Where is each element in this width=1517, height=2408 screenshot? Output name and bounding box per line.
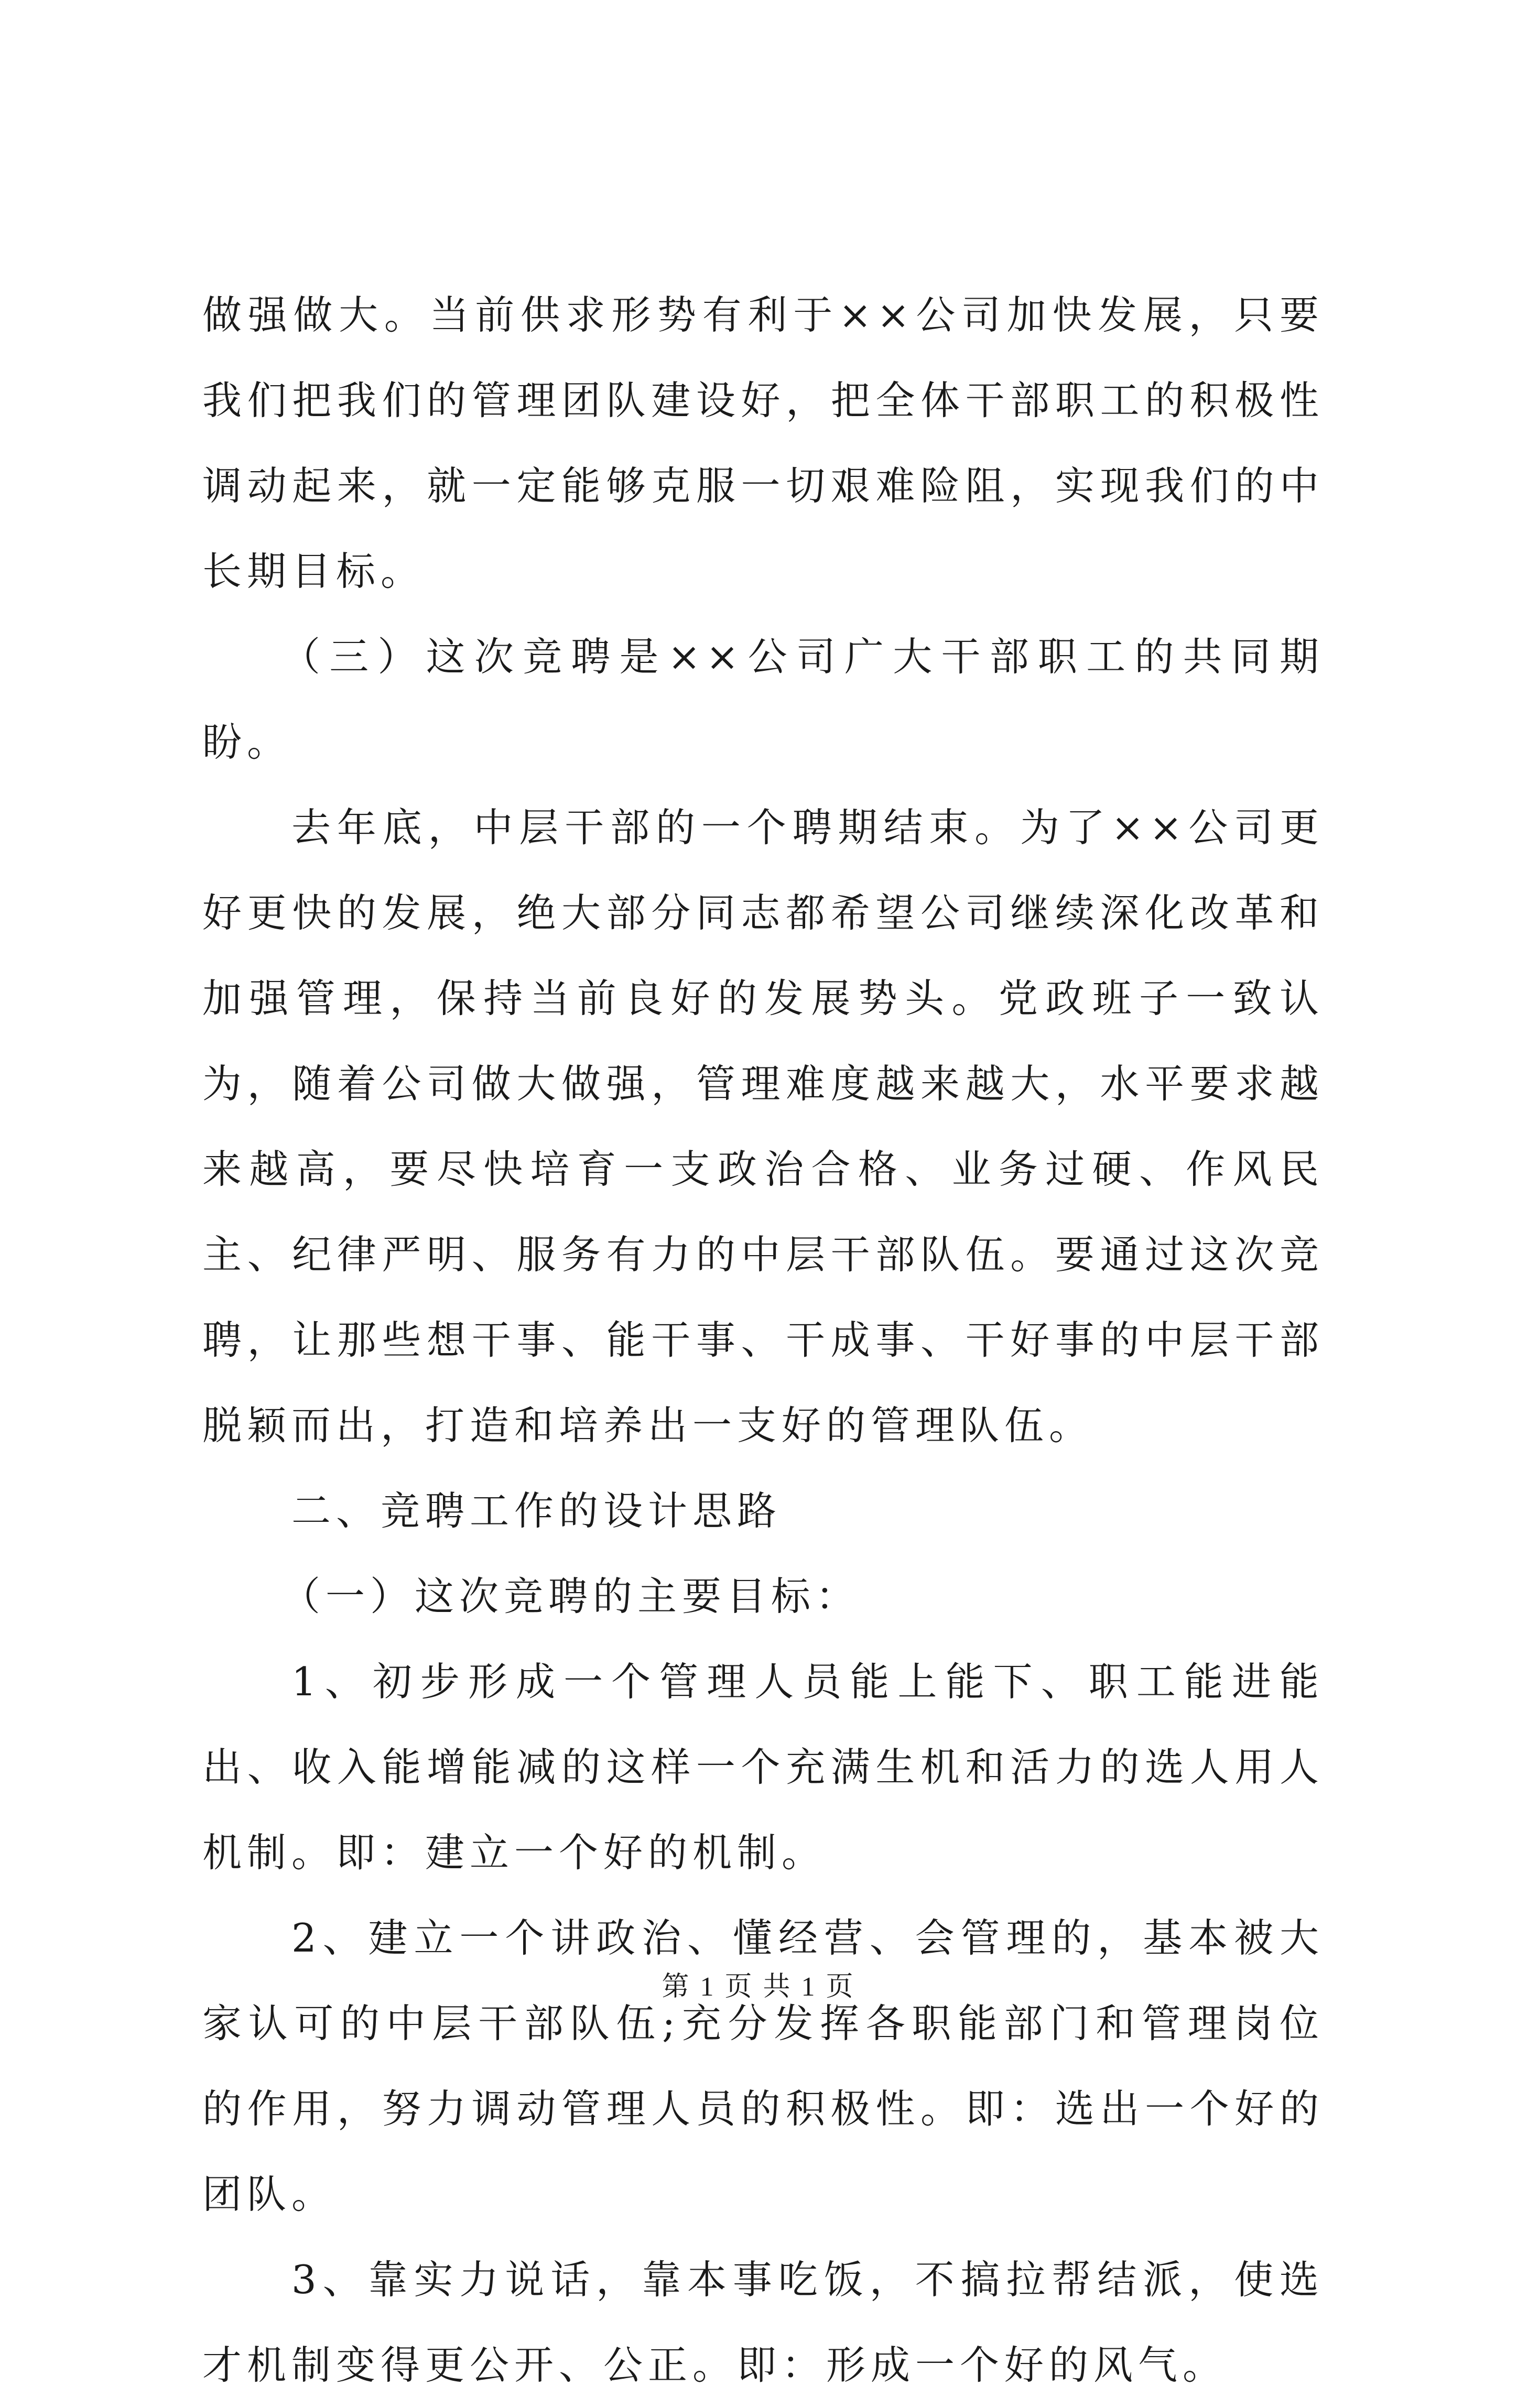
goal-item-1: 1、初步形成一个管理人员能上能下、职工能进能出、收入能增能减的这样一个充满生机和活力的选人用人机制。即：建立一个好的机制。: [202, 1659, 1324, 1876]
page-number-footer: 第 1 页 共 1 页: [662, 1972, 855, 2002]
document-body: [202, 273, 1324, 2408]
section-heading-three: （三）这次竞聘是××公司广大干部职工的共同期盼。: [202, 634, 1324, 765]
paragraph-continuation: 做强做大。当前供求形势有利于××公司加快发展，只要我们把我们的管理团队建设好，把全体干部职工的积极性调动起来，就一定能够克服一切艰难险阻，实现我们的中长期目标。: [202, 292, 1324, 594]
paragraph-background: 去年底，中层干部的一个聘期结束。为了××公司更好更快的发展，绝大部分同志都希望公司继续深化改革和加强管理，保持当前良好的发展势头。党政班子一致认为，随着公司做大做强，管理难度越来越大，水平要求越来越高，要尽快培育一支政治合格、业务过硬、作风民主、纪律严明、服务有力的中层干部队伍。要通过这次竞聘，让那些想干事、能干事、干成事、干好事的中层干部脱颖而出，打造和培养出一支好的管理队伍。: [202, 804, 1324, 1448]
goal-item-2: 2、建立一个讲政治、懂经营、会管理的，基本被大家认可的中层干部队伍;充分发挥各职能部门和管理岗位的作用，努力调动管理人员的积极性。即：选出一个好的团队。: [202, 1915, 1324, 2217]
subsection-heading-goals: （一）这次竞聘的主要目标：: [281, 1573, 861, 1619]
section-heading-design: 二、竞聘工作的设计思路: [291, 1488, 782, 1534]
goal-item-3: 3、靠实力说话，靠本事吃饭，不搞拉帮结派，使选才机制变得更公开、公正。即：形成一个好的风气。: [202, 2257, 1324, 2388]
